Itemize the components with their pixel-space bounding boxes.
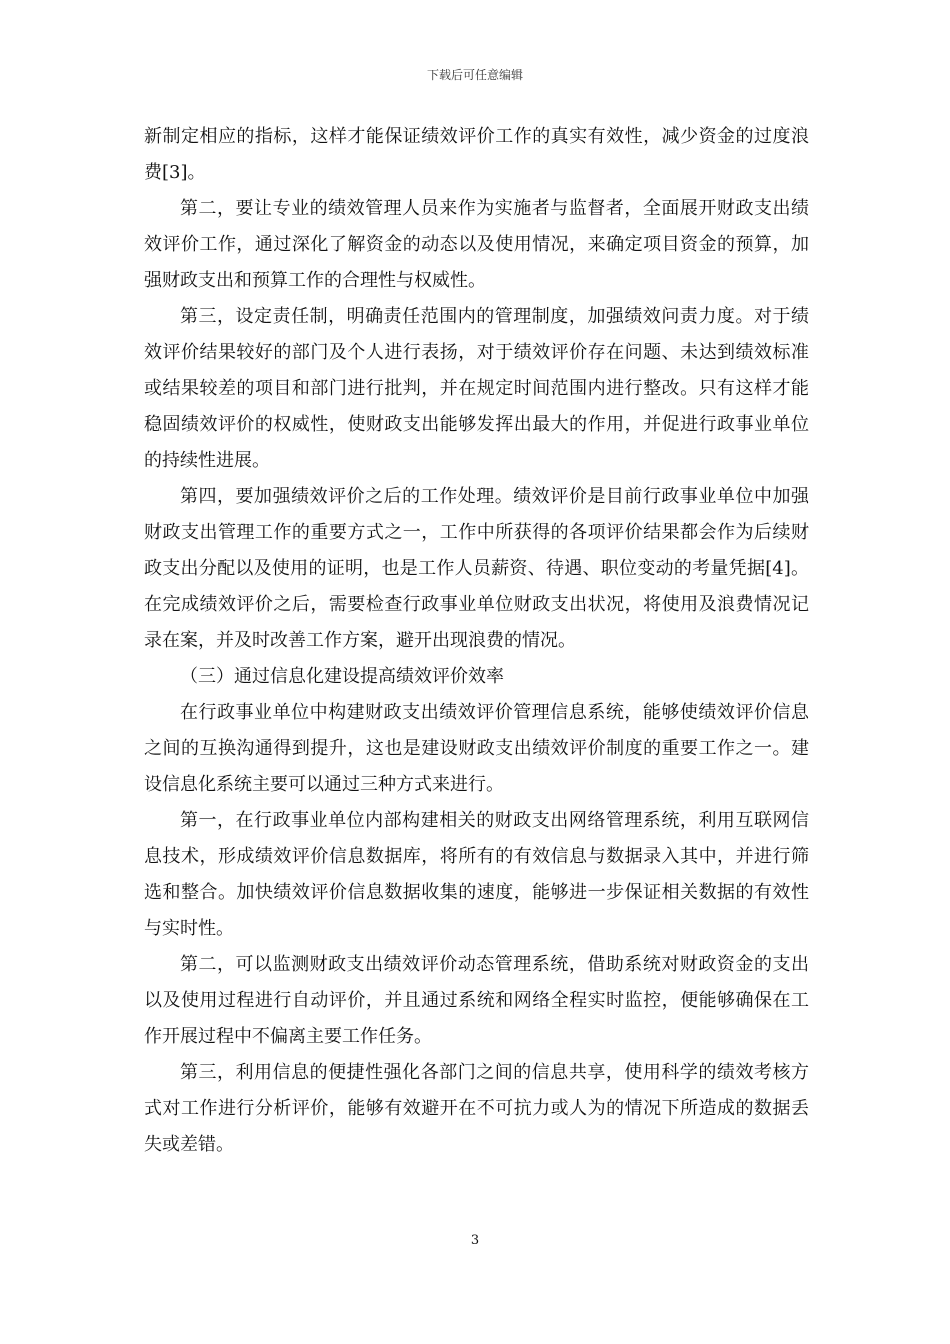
section-heading: （三）通过信息化建设提高绩效评价效率: [180, 666, 504, 687]
page-header: 下载后可任意编辑: [426, 68, 523, 82]
paragraph: 第二，要让专业的绩效管理人员来作为实施者与监督者，全面展开财政支出绩效评价工作，通过深化了解资金的动态以及使用情况，来确定项目资金的预算，加强财政支出和预算工作的合理性与权威性。: [144, 198, 809, 291]
paragraph: 第一，在行政事业单位内部构建相关的财政支出网络管理系统，利用互联网信息技术，形成绩效评价信息数据库，将所有的有效信息与数据录入其中，并进行筛选和整合。加快绩效评价信息数据收集的速度，能够进一步保证相关数据的有效性与实时性。: [144, 810, 809, 939]
paragraph: 第三，设定责任制，明确责任范围内的管理制度，加强绩效问责力度。对于绩效评价结果较好的部门及个人进行表扬，对于绩效评价存在问题、未达到绩效标准或结果较差的项目和部门进行批判，并在规定时间范围内进行整改。只有这样才能稳固绩效评价的权威性，使财政支出能够发挥出最大的作用，并促进行政事业单位的持续性进展。: [144, 306, 809, 471]
document-body: [144, 119, 809, 1163]
paragraph: 第二，可以监测财政支出绩效评价动态管理系统，借助系统对财政资金的支出以及使用过程进行自动评价，并且通过系统和网络全程实时监控，便能够确保在工作开展过程中不偏离主要工作任务。: [144, 954, 809, 1047]
page-number: 3: [470, 1233, 480, 1248]
paragraph: 新制定相应的指标，这样才能保证绩效评价工作的真实有效性，减少资金的过度浪费[3]。: [144, 126, 809, 183]
paragraph: 第四，要加强绩效评价之后的工作处理。绩效评价是目前行政事业单位中加强财政支出管理工作的重要方式之一，工作中所获得的各项评价结果都会作为后续财政支出分配以及使用的证明，也是工作人员薪资、待遇、职位变动的考量凭据[4]。在完成绩效评价之后，需要检查行政事业单位财政支出状况，将使用及浪费情况记录在案，并及时改善工作方案，避开出现浪费的情况。: [144, 486, 809, 651]
paragraph: 第三，利用信息的便捷性强化各部门之间的信息共享，使用科学的绩效考核方式对工作进行分析评价，能够有效避开在不可抗力或人为的情况下所造成的数据丢失或差错。: [144, 1062, 809, 1155]
paragraph: 在行政事业单位中构建财政支出绩效评价管理信息系统，能够使绩效评价信息之间的互换沟通得到提升，这也是建设财政支出绩效评价制度的重要工作之一。建设信息化系统主要可以通过三种方式来进行。: [144, 702, 809, 795]
